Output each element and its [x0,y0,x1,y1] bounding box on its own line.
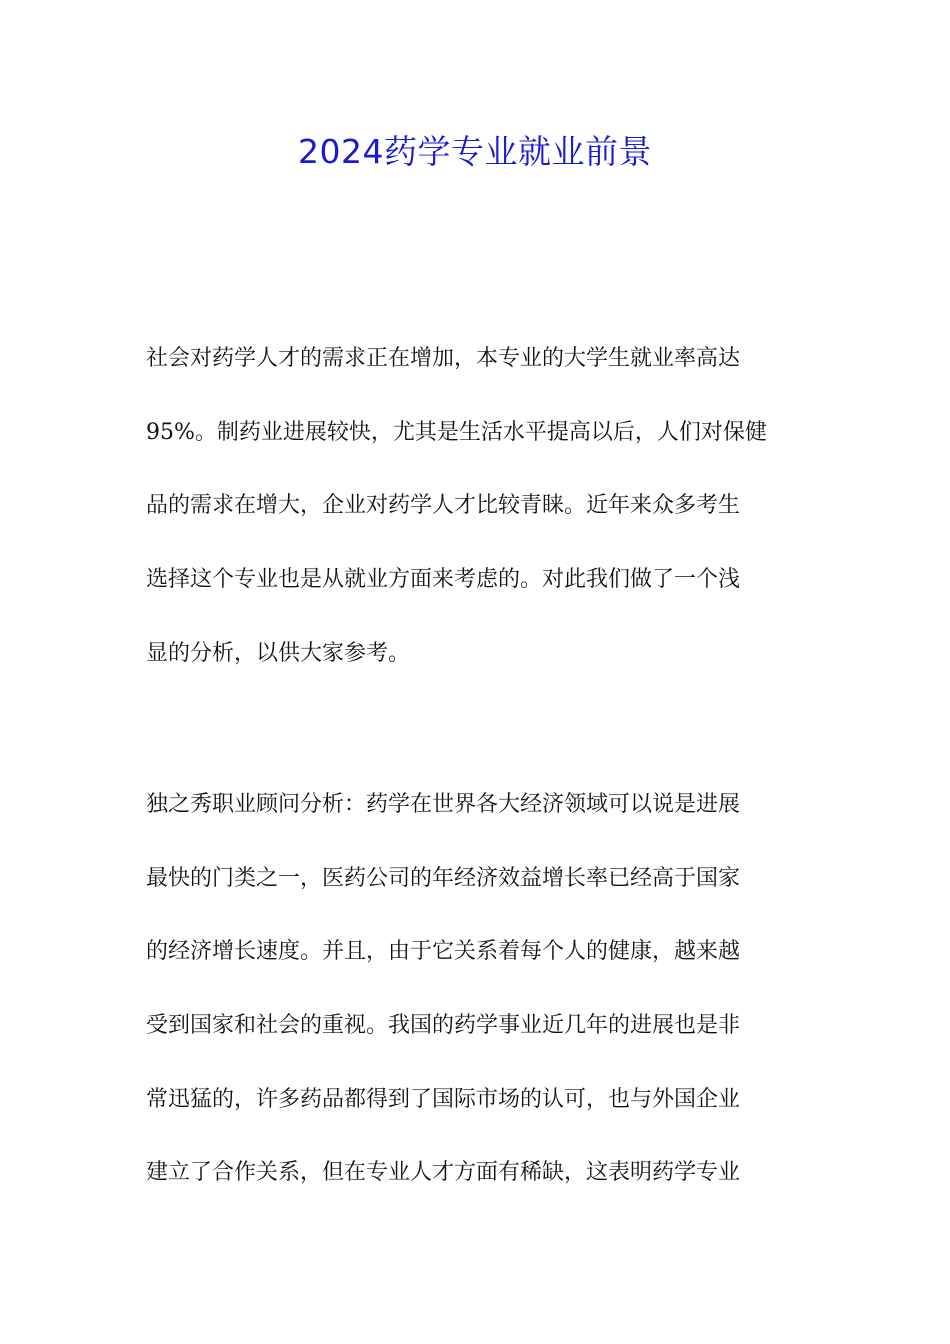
document-title: 2024药学专业就业前景 [298,132,652,171]
paragraph-line: 最快的门类之一，医药公司的年经济效益增长率已经高于国家 [146,865,741,891]
paragraph-line: 建立了合作关系，但在专业人才方面有稀缺，这表明药学专业 [146,1160,741,1186]
paragraph-line: 品的需求在增大，企业对药学人才比较青睐。近年来众多考生 [146,493,741,519]
paragraph-line: 受到国家和社会的重视。我国的药学事业近几年的进展也是非 [146,1013,741,1039]
paragraph-line: 显的分析，以供大家参考。 [146,640,411,666]
paragraph-line: 独之秀职业顾问分析：药学在世界各大经济领域可以说是进展 [146,792,741,817]
paragraph-line: 的经济增长速度。并且，由于它关系着每个人的健康，越来越 [146,939,741,965]
paragraph-2 [146,785,806,1227]
paragraph-line: 社会对药学人才的需求正在增加，本专业的大学生就业率高达 [146,346,741,371]
paragraph-1 [146,339,806,707]
paragraph-line: 常迅猛的，许多药品都得到了国际市场的认可，也与外国企业 [146,1086,741,1112]
paragraph-line: 95%。制药业进展较快，尤其是生活水平提高以后，人们对保健 [146,419,767,445]
paragraph-line: 选择这个专业也是从就业方面来考虑的。对此我们做了一个浅 [146,567,741,593]
